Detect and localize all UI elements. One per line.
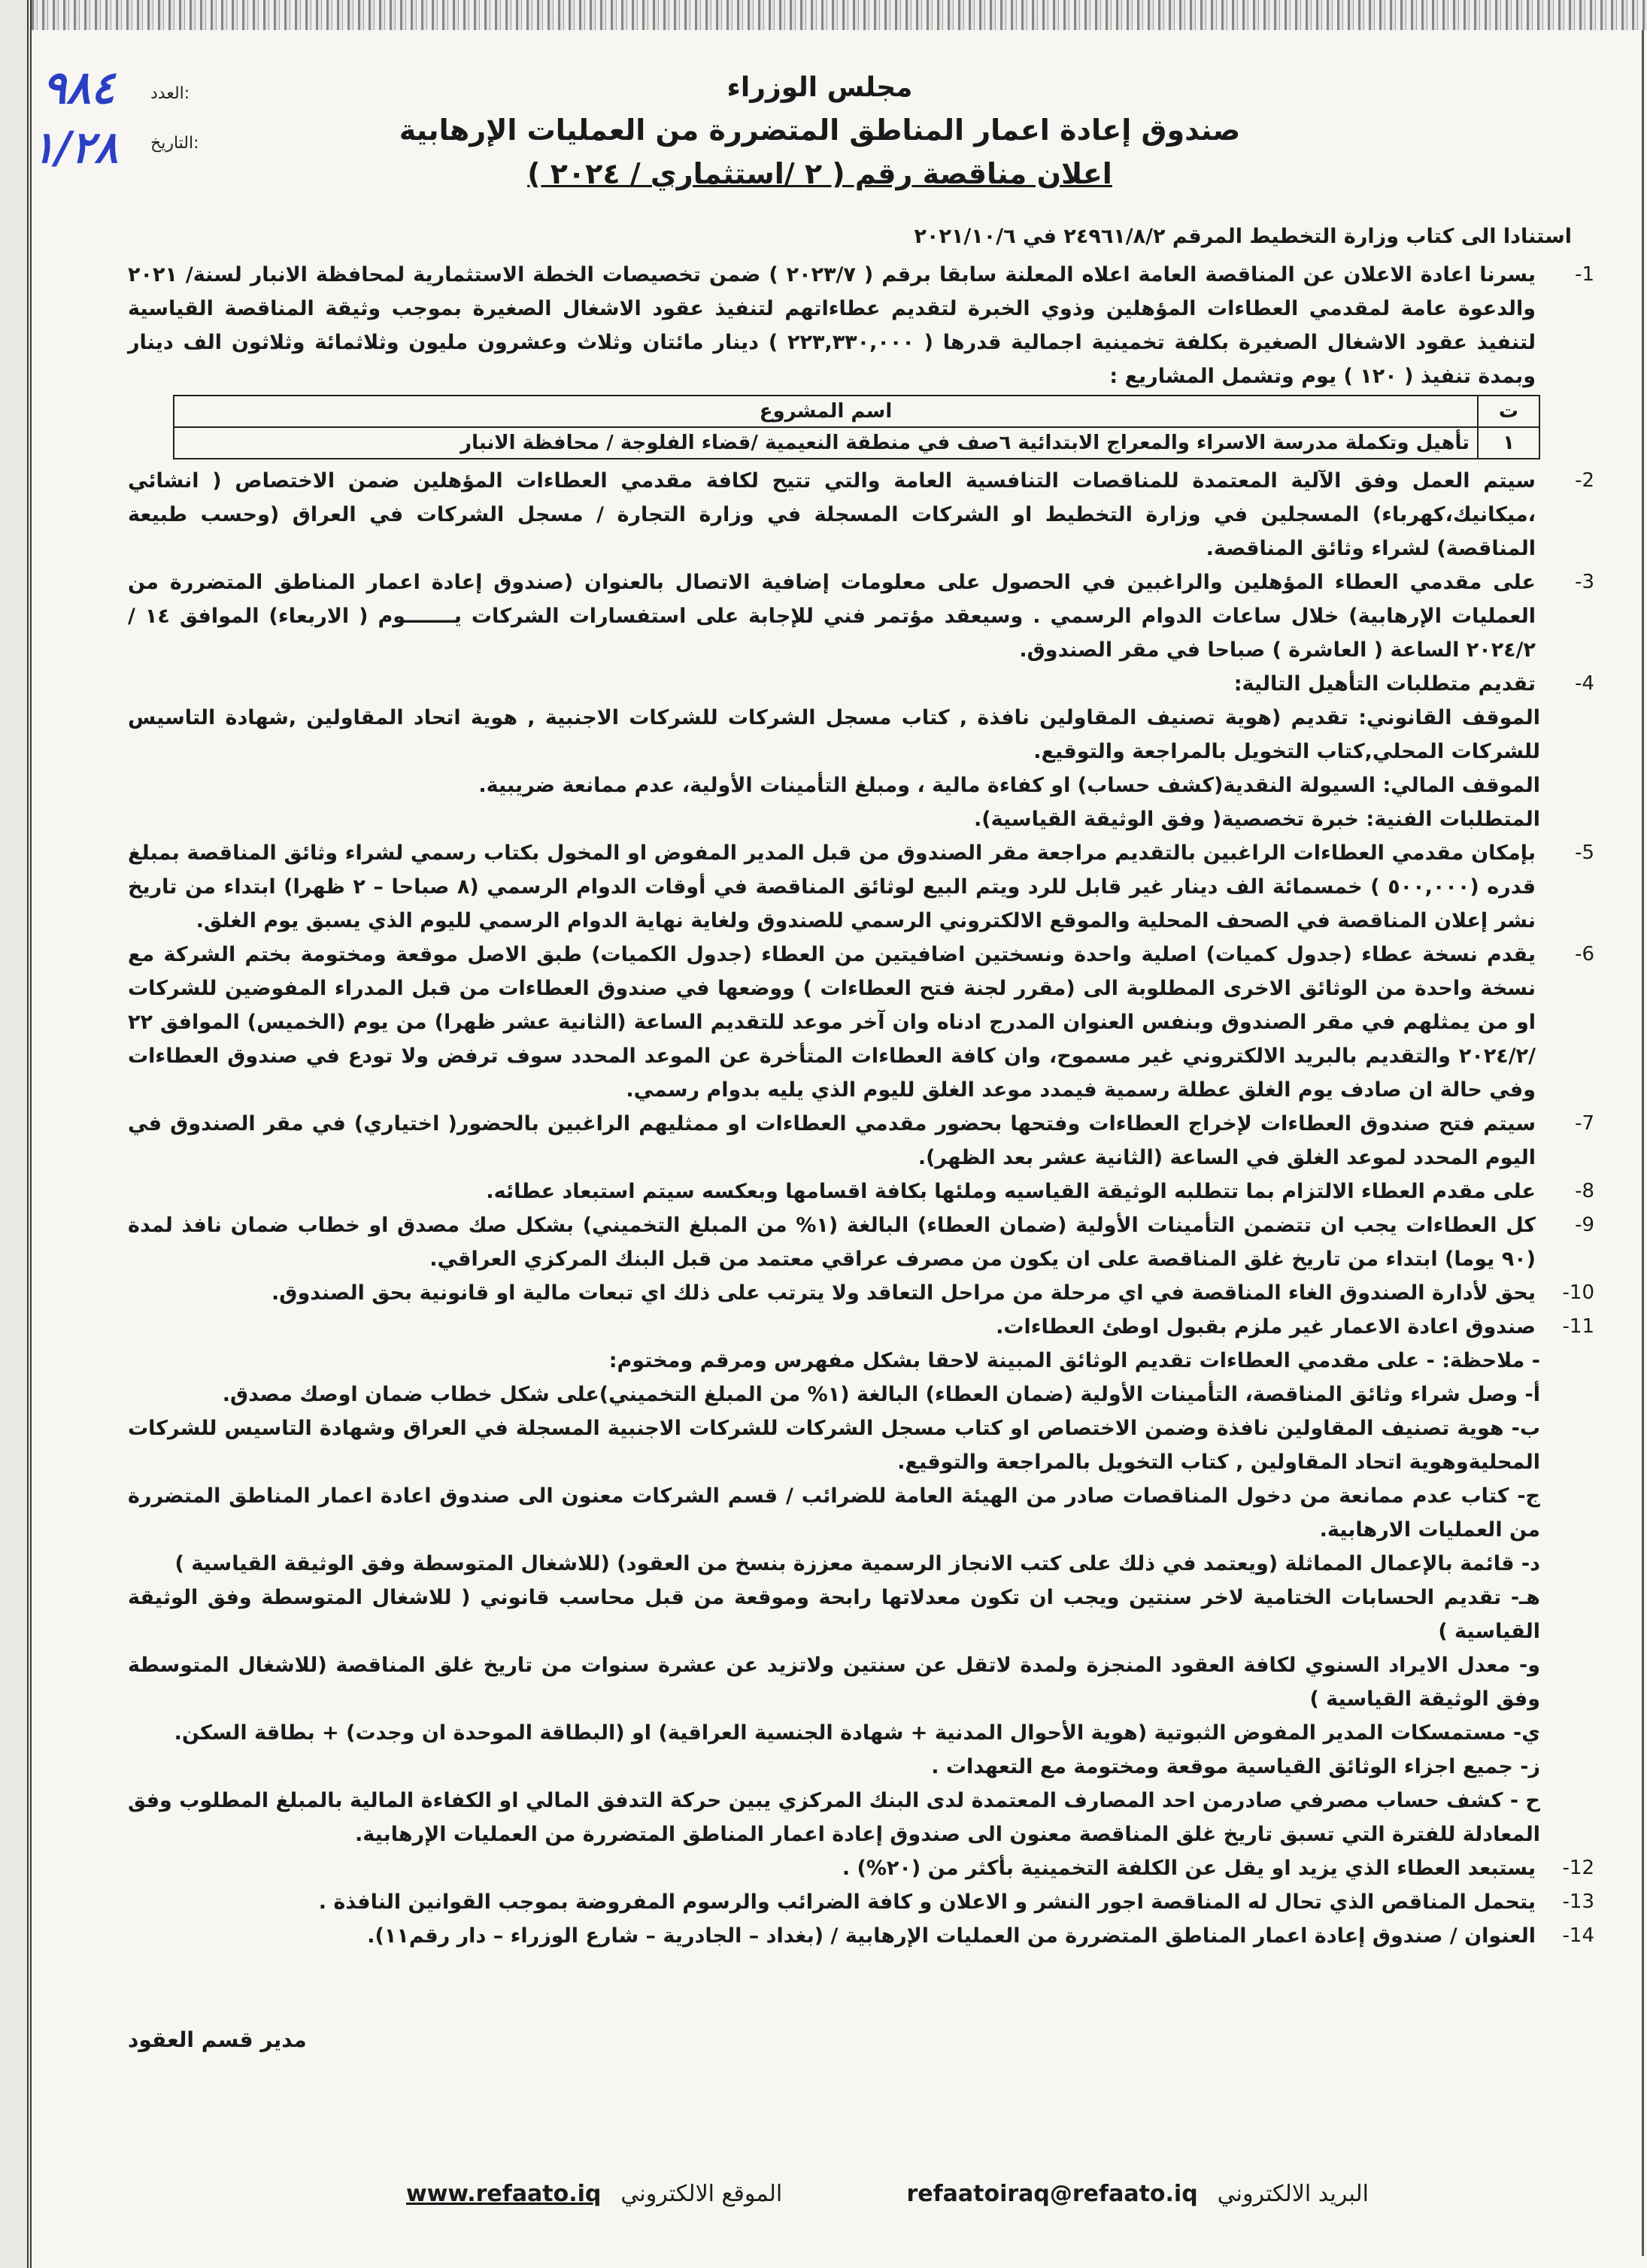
qualifications-list (128, 701, 1540, 836)
handwritten-date: ١/٢٨ (32, 122, 118, 173)
number-label: العدد: (150, 84, 190, 103)
clause (128, 464, 1594, 565)
page-border-right (1642, 30, 1644, 2256)
table-row (174, 427, 1539, 459)
note-item: ح - كشف حساب مصرفي صادرمن احد المصارف المعتمدة لدى البنك المركزي يبين حركة التدفق المالي او الكفاءة المالية بالمبلغ المطلوب وفق المعادلة للفترة التي تسبق تاريخ غلق المناقصة معنون الى صندوق إعادة اعمار المناطق المتضررة من العمليات الإرهابية. (128, 1789, 1540, 1846)
clause (128, 938, 1594, 1107)
signature-title: مدير قسم العقود (128, 2027, 307, 2052)
clause (128, 258, 1594, 393)
clause-number: -8 (1575, 1180, 1594, 1202)
table-header-name: اسم المشروع (174, 396, 1478, 427)
clause-number: -13 (1562, 1891, 1594, 1913)
clause (128, 1310, 1594, 1344)
clause-text: يسرنا اعادة الاعلان عن المناقصة العامة اعلاه المعلنة سابقا برقم ( ٢٠٢٣/٧ ) ضمن تخصيصات الخطة الاستثمارية لمحافظة الانبار لسنة/ ٢٠٢١ والدعوة عامة لمقدمي العطاءات المؤهلين وذوي الخبرة لتقديم عطاءاتهم لتنفيذ عقود الاشغال الصغيرة بموجب وثيقة المناقصة القياسية لتنفيذ عقود الاشغال الصغيرة بكلفة تخمينية اجمالية قدرها ( ٢٢٣,٣٣٠,٠٠٠ ) دينار مائتان وثلاث وعشرون مليون وثلاثمائة وثلاثون الف دينار وبمدة تنفيذ ( ١٢٠ ) يوم وتشمل المشاريع : (128, 263, 1536, 388)
projects-table (173, 395, 1540, 459)
table-header-no: ت (1478, 396, 1539, 427)
clause-number: -1 (1575, 263, 1594, 286)
clause-text: يحق لأدارة الصندوق الغاء المناقصة في اي مرحلة من مراحل التعاقد ولا يترتب على ذلك اي تبعات مالية او قانونية بحق الصندوق. (271, 1281, 1536, 1305)
clause (128, 1175, 1594, 1208)
intro-line: استنادا الى كتاب وزارة التخطيط المرقم ٢٤٩٦١/٨/٢ في ٢٠٢١/١٠/٦ (914, 225, 1572, 248)
clause-number: -14 (1562, 1924, 1594, 1947)
clause-text: كل العطاءات يجب ان تتضمن التأمينات الأولية (ضمان العطاء) البالغة (١% من المبلغ التخميني) بشكل صك مصدق او خطاب ضمان نافذ لمدة (٩٠ يوما) ابتداء من تاريخ غلق المناقصة على ان يكون من مصرف عراقي معتمد من قبل البنك المركزي العراقي. (128, 1214, 1536, 1271)
qualification-item: الموقف القانوني: تقديم (هوية تصنيف المقاولين نافذة , كتاب مسجل الشركات للشركات الاجنبية , هوية اتحاد المقاولين ,شهادة التاسيس للشركات المحلي,كتاب التخويل بالمراجعة والتوقيع. (128, 706, 1540, 763)
clause-number: -3 (1575, 571, 1594, 593)
notes-section (128, 1344, 1540, 1851)
clause-text: على مقدم العطاء الالتزام بما تتطلبه الوثيقة القياسيه وملئها بكافة اقسامها وبعكسه سيتم استبعاد عطائه. (486, 1180, 1536, 1203)
qualification-item: المتطلبات الفنية: خبرة تخصصية( وفق الوثيقة القياسية). (974, 808, 1540, 831)
tender-title: اعلان مناقصة رقم ( ٢ /استثماري / ٢٠٢٤ ) (527, 157, 1112, 190)
clause (128, 836, 1594, 938)
clause (128, 1107, 1594, 1175)
clause (128, 1276, 1594, 1310)
clause (128, 565, 1594, 667)
clause-text: يقدم نسخة عطاء (جدول كميات) اصلية واحدة ونسختين اضافيتين من العطاء (جدول الكميات) طبق الاصل موقعة ومختومة بختم الشركة مع نسخة واحدة من الوثائق الاخرى المطلوبة الى (مقرر لجنة فتح العطاءات ) ووضعها في صندوق العطاءات من قبل المدراء المفوضين للشركات او من يمثلهم في مقر الصندوق وبنفس العنوان المدرج ادناه وان آخر موعد للتقديم الساعة (الثانية عشر ظهرا) من يوم (الخميس) الموافق ٢٢ /٢٠٢٤/٢ والتقديم بالبريد الالكتروني غير مسموح، وان كافة العطاءات المتأخرة عن الموعد المحدد سوف ترفض ولا تودع في صندوق العطاءات وفي حالة ان صادف يوم الغلق عطلة رسمية فيمدد موعد الغلق لليوم الذي يليه بدوام رسمي. (128, 943, 1536, 1102)
website-label: الموقع الالكتروني (620, 2181, 783, 2207)
clause-number: -10 (1562, 1281, 1594, 1304)
note-item: ي- مستمسكات المدير المفوض الثبوتية (هوية الأحوال المدنية + شهادة الجنسية العراقية) او (البطاقة الموحدة ان وجدت) + بطاقة السكن. (174, 1721, 1540, 1745)
clause-text: على مقدمي العطاء المؤهلين والراغبين في الحصول على معلومات إضافية الاتصال بالعنوان (صندوق إعادة اعمار المناطق المتضررة من العمليات الإرهابية) خلال ساعات الدوام الرسمي . وسيعقد مؤتمر فني للإجابة على استفسارات الشركات يـــــــوم ( الاربعاء) الموافق ١٤ /٢٠٢٤/٢ الساعة ( العاشرة ) صباحا في مقر الصندوق. (128, 571, 1536, 662)
letterhead (316, 72, 1324, 190)
scan-artifact-left (0, 0, 32, 2268)
clause-number: -12 (1562, 1857, 1594, 1879)
clause-number: -2 (1575, 469, 1594, 492)
clause (128, 1208, 1594, 1276)
footer (406, 2181, 1369, 2207)
clause-number: -4 (1575, 672, 1594, 695)
table-cell-no: ١ (1478, 427, 1539, 459)
clause-text: سيتم العمل وفق الآلية المعتمدة للمناقصات التنافسية العامة والتي تتيح لكافة مقدمي العطاءات المؤهلين ضمن الاختصاص ( انشائي ،ميكانيك،كهرباء) المسجلين في وزارة التخطيط او الشركات المسجلة في وزارة التجارة / مسجل الشركات في العراق (وحسب طبيعة المناقصة) لشراء وثائق المناقصة. (128, 469, 1536, 560)
clause-number: -5 (1575, 841, 1594, 864)
email-group (906, 2181, 1369, 2207)
fund-title: صندوق إعادة اعمار المناطق المتضررة من العمليات الإرهابية (399, 114, 1241, 147)
clause-text: يتحمل المناقص الذي تحال له المناقصة اجور النشر و الاعلان و كافة الضرائب والرسوم المفروضة بموجب القوانين النافذة . (318, 1891, 1536, 1914)
handwritten-number: ٩٨٤ (42, 62, 115, 114)
note-item: هـ- تقديم الحسابات الختامية لاخر سنتين ويجب ان تكون معدلاتها رابحة وموقعة من قبل محاسب قانوني ( للاشغال المتوسطة وفق الوثيقة القياسية ) (128, 1586, 1540, 1643)
clause-text: سيتم فتح صندوق العطاءات لإخراج العطاءات وفتحها بحضور مقدمي العطاءات او ممثليهم الراغبين بالحضور( اختياري) في مقر الصندوق في اليوم المحدد لموعد الغلق في الساعة (الثانية عشر بعد الظهر). (128, 1112, 1536, 1169)
clause-number: -7 (1575, 1112, 1594, 1135)
clause-number: -11 (1562, 1315, 1594, 1338)
clause (128, 667, 1594, 701)
email-label: البريد الالكتروني (1217, 2181, 1369, 2207)
note-item: ز- جميع اجزاء الوثائق القياسية موقعة ومختومة مع التعهدات . (931, 1755, 1540, 1778)
clause (128, 1851, 1594, 1885)
clause-text: صندوق اعادة الاعمار غير ملزم بقبول اوطئ العطاءات. (996, 1315, 1536, 1339)
clause-text: العنوان / صندوق إعادة اعمار المناطق المتضررة من العمليات الإرهابية / (بغداد – الجادرية – شارع الوزراء – دار رقم١١). (367, 1924, 1536, 1948)
clause-text: تقديم متطلبات التأهيل التالية: (1233, 672, 1536, 696)
table-header-row (174, 396, 1539, 427)
clause (128, 1885, 1594, 1919)
scan-artifact-top (0, 0, 1647, 30)
council-title: مجلس الوزراء (726, 72, 913, 103)
clause-text: بإمكان مقدمي العطاءات الراغبين بالتقديم مراجعة مقر الصندوق من قبل المدير المفوض او المخول بكتاب رسمي لشراء وثائق المناقصة بمبلغ قدره (٥٠٠,٠٠٠ ) خمسمائة الف دينار غير قابل للرد ويتم البيع لوثائق المناقصة في أوقات الدوام الرسمي (٨ صباحا – ٢ ظهرا) ابتداء من تاريخ نشر إعلان المناقصة في الصحف المحلية والموقع الالكتروني الرسمي للصندوق ولغاية نهاية الدوام الرسمي لليوم الذي يسبق يوم الغلق. (128, 841, 1536, 932)
announcement-body (128, 220, 1594, 1953)
note-item: ج- كتاب عدم ممانعة من دخول المناقصات صادر من الهيئة العامة للضرائب / قسم الشركات معنون الى صندوق اعادة اعمار المناطق المتضررة من العمليات الارهابية. (128, 1484, 1540, 1542)
email-link[interactable]: refaatoiraq@refaato.iq (906, 2181, 1198, 2207)
note-item: د- قائمة بالإعمال المماثلة (ويعتمد في ذلك على كتب الانجاز الرسمية معززة بنسخ من العقود) (للاشغال المتوسطة وفق الوثيقة القياسية ) (174, 1552, 1540, 1575)
qualification-item: الموقف المالي: السيولة النقدية(كشف حساب) او كفاءة مالية ، ومبلغ التأمينات الأولية، عدم ممانعة ضريبية. (478, 774, 1540, 797)
website-group (406, 2181, 782, 2207)
note-item: و- معدل الايراد السنوي لكافة العقود المنجزة ولمدة لاتقل عن سنتين ولاتزيد عن عشرة سنوات من تاريخ غلق المناقصة (للاشغال المتوسطة وفق الوثيقة القياسية ) (128, 1654, 1540, 1711)
clause-text: يستبعد العطاء الذي يزيد او يقل عن الكلفة التخمينية بأكثر من (٢٠%) . (842, 1857, 1536, 1880)
note-item: أ- وصل شراء وثائق المناقصة، التأمينات الأولية (ضمان العطاء) البالغة (١% من المبلغ التخميني)على شكل خطاب ضمان اوصك مصدق. (222, 1383, 1540, 1406)
notes-title: - ملاحظة: - على مقدمي العطاءات تقديم الوثائق المبينة لاحقا بشكل مفهرس ومرقم ومختوم: (608, 1349, 1540, 1372)
note-item: ب- هوية تصنيف المقاولين نافذة وضمن الاختصاص او كتاب مسجل الشركات للشركات الاجنبية المسجلة في العراق وشهادة التاسيس للشركات المحليةوهوية اتحاد المقاولين , كتاب التخويل بالمراجعة والتوقيع. (128, 1417, 1540, 1474)
clause-number: -6 (1575, 943, 1594, 966)
date-label: التاريخ: (150, 134, 199, 153)
clause (128, 1919, 1594, 1953)
clause-number: -9 (1575, 1214, 1594, 1236)
website-link[interactable]: www.refaato.iq (406, 2181, 602, 2207)
table-cell-name: تأهيل وتكملة مدرسة الاسراء والمعراج الابتدائية ٦صف في منطقة النعيمية /قضاء الفلوجة / محافظة الانبار (174, 427, 1478, 459)
